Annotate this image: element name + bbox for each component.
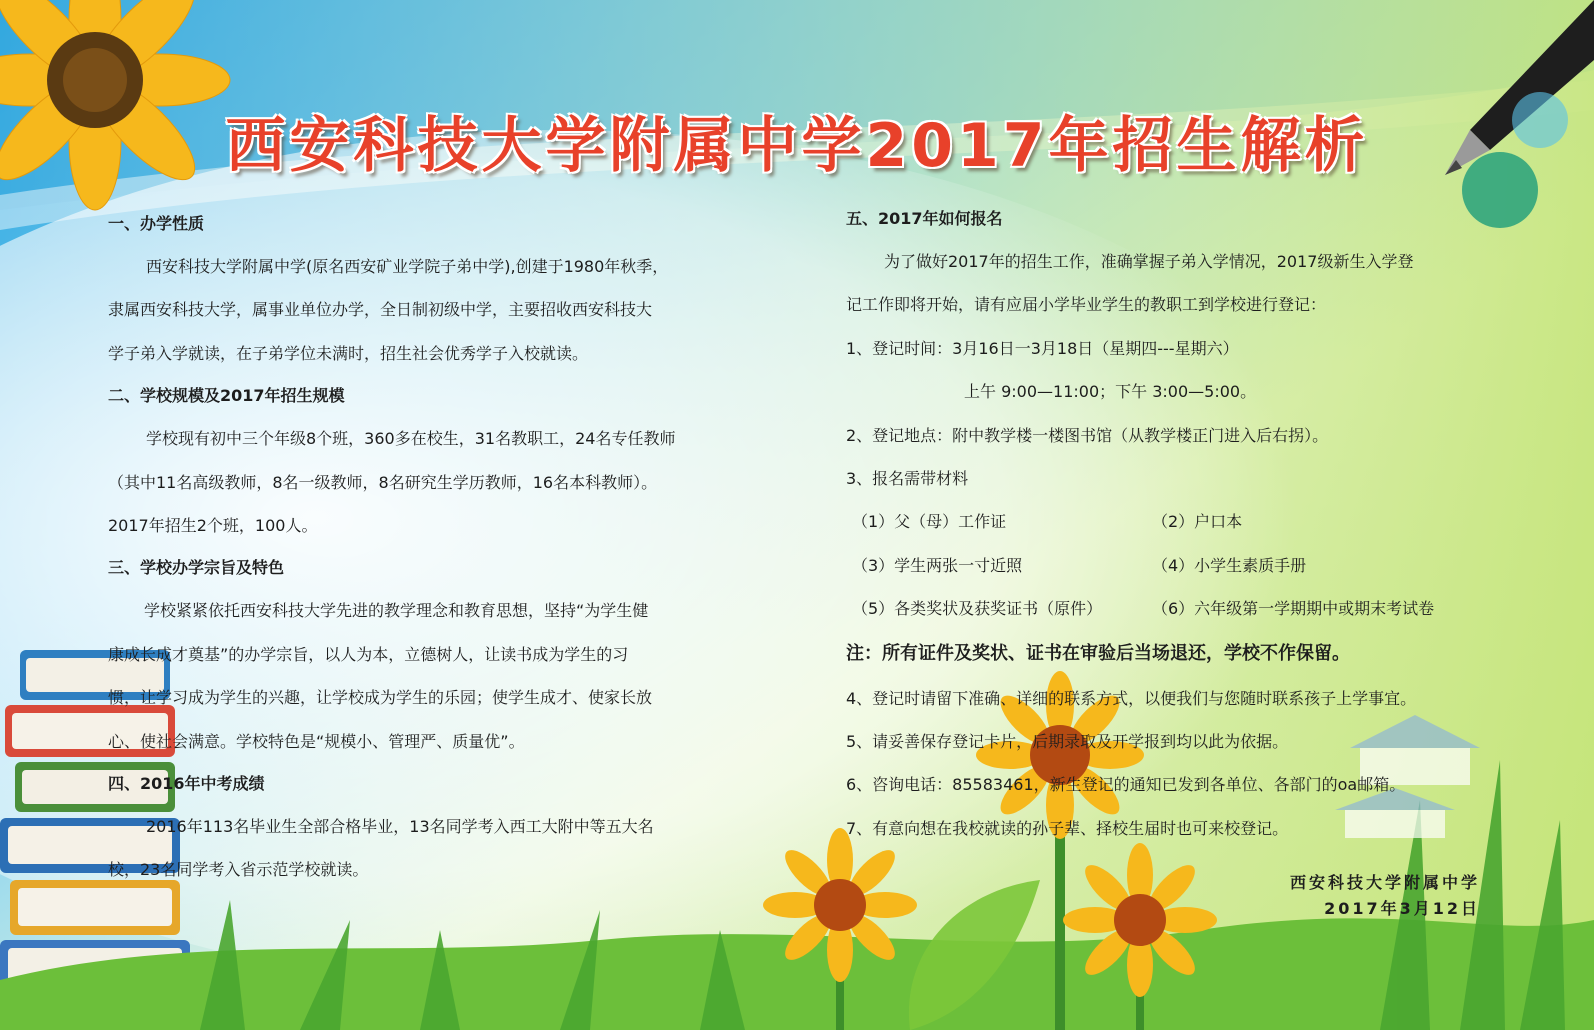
section-heading: 二、学校规模及2017年招生规模 (108, 386, 345, 406)
list-item: 3、报名需带材料 (846, 468, 969, 488)
signature-date: 2017年3月12日 (1324, 899, 1480, 918)
material-item: （4）小学生素质手册 (1152, 555, 1307, 575)
materials-row (846, 500, 1496, 543)
material-item: （5）各类奖状及获奖证书（原件） (852, 599, 1103, 619)
materials-row (846, 544, 1496, 587)
paragraph-line: 为了做好2017年的招生工作，准确掌握子弟入学情况，2017级新生入学登 (884, 252, 1414, 271)
note-text: 注：所有证件及奖状、证书在审验后当场退还，学校不作保留。 (846, 642, 1350, 664)
paragraph-line: 西安科技大学附属中学(原名西安矿业学院子弟中学),创建于1980年秋季， (146, 257, 669, 276)
poster-title: 西安科技大学附属中学2017年招生解析 (225, 111, 1369, 181)
paragraph-line: 隶属西安科技大学，属事业单位办学，全日制初级中学，主要招收西安科技大 (108, 300, 653, 320)
material-item: （1）父（母）工作证 (852, 512, 1007, 532)
list-item: 2、登记地点：附中教学楼一楼图书馆（从教学楼正门进入后右拐）。 (846, 425, 1329, 445)
paragraph-line: （其中11名高级教师，8名一级教师，8名研究生学历教师，16名本科教师）。 (108, 472, 658, 492)
paragraph-line: 学校紧紧依托西安科技大学先进的教学理念和教育思想，坚持“为学生健 (144, 601, 649, 621)
list-item: 6、咨询电话：85583461，新生登记的通知已发到各单位、各部门的oa邮箱。 (846, 775, 1406, 795)
section-heading: 四、2016年中考成绩 (108, 773, 265, 793)
right-column (846, 198, 1496, 850)
list-item: 1、登记时间：3月16日一3月18日（星期四---星期六） (846, 338, 1239, 358)
material-item: （6）六年级第一学期期中或期末考试卷 (1152, 599, 1435, 619)
materials-row (846, 587, 1496, 630)
paragraph-line: 记工作即将开始，请有应届小学毕业学生的教职工到学校进行登记： (846, 295, 1327, 315)
paragraph-line: 2017年招生2个班，100人。 (108, 515, 318, 535)
paragraph-line: 校，23名同学考入省示范学校就读。 (108, 860, 369, 880)
material-item: （3）学生两张一寸近照 (852, 555, 1023, 575)
material-item: （2）户口本 (1152, 512, 1243, 532)
list-item: 5、请妥善保存登记卡片，后期录取及开学报到均以此为依据。 (846, 731, 1289, 751)
section-heading: 三、学校办学宗旨及特色 (108, 558, 285, 578)
section-heading: 五、2017年如何报名 (846, 209, 1003, 228)
paragraph-line: 惯，让学习成为学生的兴趣，让学校成为学生的乐园；使学生成才、使家长放 (108, 688, 653, 708)
list-item: 上午 9:00—11:00；下午 3:00—5:00。 (964, 382, 1257, 402)
signature-org: 西安科技大学附属中学 (1289, 873, 1480, 892)
paragraph-line: 学子弟入学就读，在子弟学位未满时，招生社会优秀学子入校就读。 (108, 343, 589, 363)
paragraph-line: 康成长成才奠基”的办学宗旨，以人为本，立德树人，让读书成为学生的习 (108, 644, 629, 664)
paragraph-line: 2016年113名毕业生全部合格毕业，13名同学考入西工大附中等五大名 (146, 816, 654, 836)
paragraph-line: 心、使社会满意。学校特色是“规模小、管理严、质量优”。 (108, 731, 525, 751)
signature (1180, 870, 1480, 922)
section-heading: 一、办学性质 (108, 214, 205, 233)
list-item: 7、有意向想在我校就读的孙子辈、择校生届时也可来校登记。 (846, 818, 1289, 838)
left-column (108, 203, 758, 892)
paragraph-line: 学校现有初中三个年级8个班，360多在校生，31名教职工，24名专任教师 (146, 429, 676, 449)
list-item: 4、登记时请留下准确、详细的联系方式，以便我们与您随时联系孩子上学事宜。 (846, 688, 1417, 708)
